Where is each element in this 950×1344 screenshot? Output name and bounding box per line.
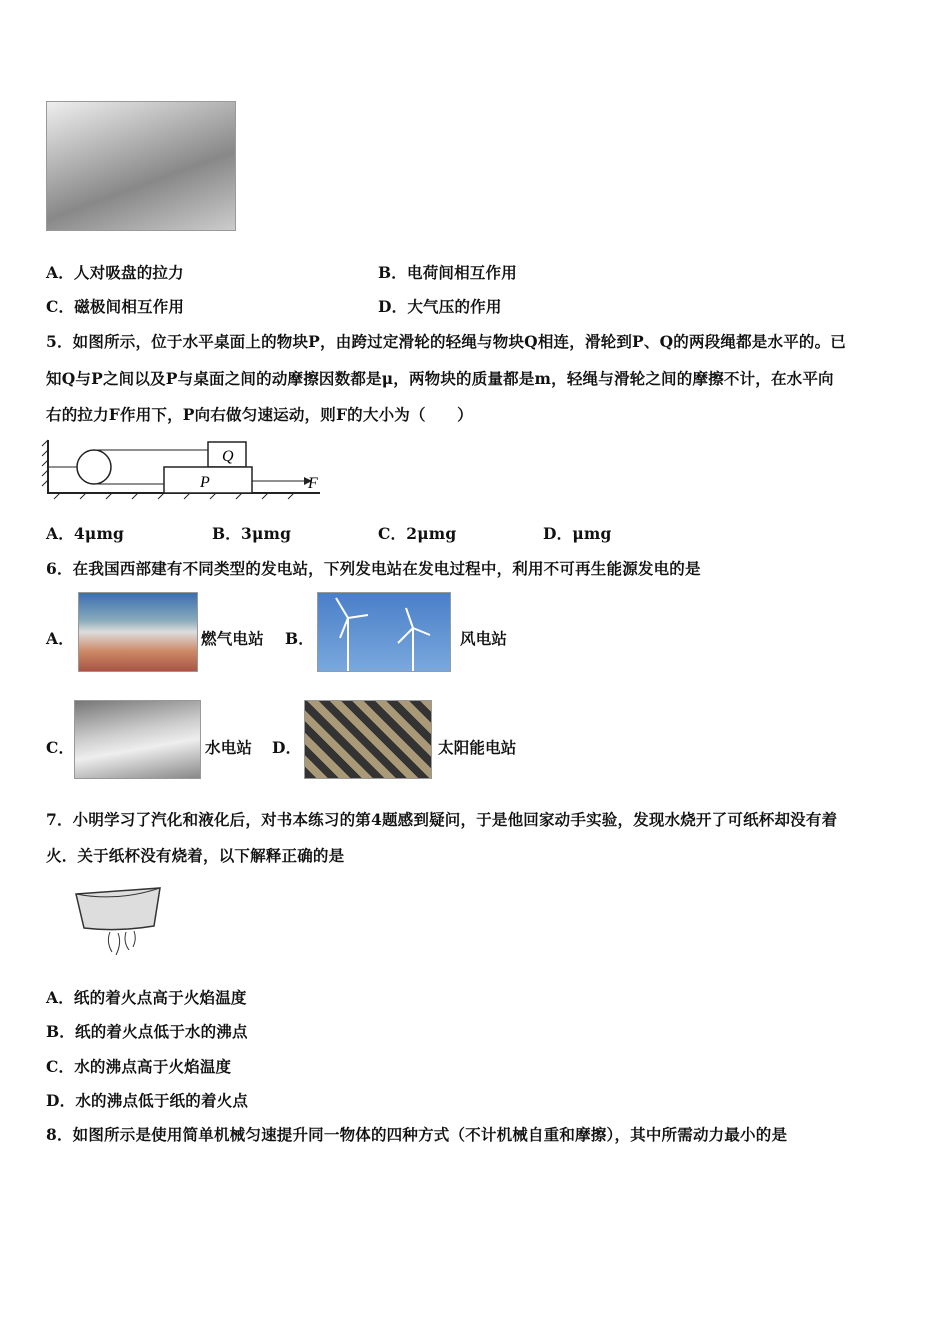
gas-power-station-image xyxy=(78,592,198,672)
hydro-power-station-image xyxy=(74,700,201,779)
label-p: P xyxy=(200,474,210,491)
q6-option-d-label: 太阳能电站 xyxy=(438,738,517,757)
label-f: F xyxy=(308,475,318,492)
q5-option-b: B．3μmg xyxy=(212,524,292,543)
q4-option-d: D．大气压的作用 xyxy=(378,297,502,316)
q6-option-c-label: 水电站 xyxy=(205,738,253,757)
q4-option-c: C．磁极间相互作用 xyxy=(46,297,185,316)
q7-option-c: C．水的沸点高于火焰温度 xyxy=(46,1057,232,1076)
q7-option-d: D．水的沸点低于纸的着火点 xyxy=(46,1091,249,1110)
q5-stem-line: 知Q与P之间以及P与桌面之间的动摩擦因数都是μ，两物块的质量都是m，轻绳与滑轮之间的摩擦不计，在水平向 xyxy=(46,369,834,388)
q5-option-c: C．2μmg xyxy=(378,524,457,543)
q7-option-a: A．纸的着火点高于火焰温度 xyxy=(46,988,247,1007)
q7-stem-line: 火．关于纸杯没有烧着，以下解释正确的是 xyxy=(46,846,345,865)
wind-power-station-image xyxy=(317,592,451,672)
q5-stem-line: 5．如图所示，位于水平桌面上的物块P，由跨过定滑轮的轻绳与物块Q相连，滑轮到P、Q的两段绳都是水平的。已 xyxy=(46,332,847,351)
pulley-diagram xyxy=(40,436,330,502)
q6-option-b-label: 风电站 xyxy=(460,629,508,648)
q5-stem-line: 右的拉力F作用下，P向右做匀速运动，则F的大小为（ ） xyxy=(46,405,473,424)
q8-stem: 8．如图所示是使用简单机械匀速提升同一物体的四种方式（不计机械自重和摩擦），其中所需动力最小的是 xyxy=(46,1125,788,1144)
q6-option-c-letter: C． xyxy=(46,738,75,757)
q7-stem-line: 7．小明学习了汽化和液化后，对书本练习的第4题感到疑问，于是他回家动手实验，发现水烧开了可纸杯却没有着 xyxy=(46,810,838,829)
q4-option-a: A．人对吸盘的拉力 xyxy=(46,263,184,282)
q7-option-b: B．纸的着火点低于水的沸点 xyxy=(46,1022,248,1041)
q6-option-a-label: 燃气电站 xyxy=(201,629,264,648)
solar-power-station-image xyxy=(304,700,432,779)
pulley-icon xyxy=(77,450,111,484)
q5-option-d: D．μmg xyxy=(543,524,612,543)
q4-option-b: B．电荷间相互作用 xyxy=(378,263,517,282)
q5-option-a: A．4μmg xyxy=(46,524,125,543)
q6-option-b-letter: B． xyxy=(285,629,315,648)
q6-stem: 6．在我国西部建有不同类型的发电站，下列发电站在发电过程中，利用不可再生能源发电的是 xyxy=(46,559,701,578)
label-q: Q xyxy=(222,448,234,465)
q6-option-a-letter: A． xyxy=(46,629,74,648)
paper-cup-over-flame-image xyxy=(72,880,164,960)
q6-option-d-letter: D． xyxy=(272,738,302,757)
suction-cup-car-image xyxy=(46,101,236,231)
